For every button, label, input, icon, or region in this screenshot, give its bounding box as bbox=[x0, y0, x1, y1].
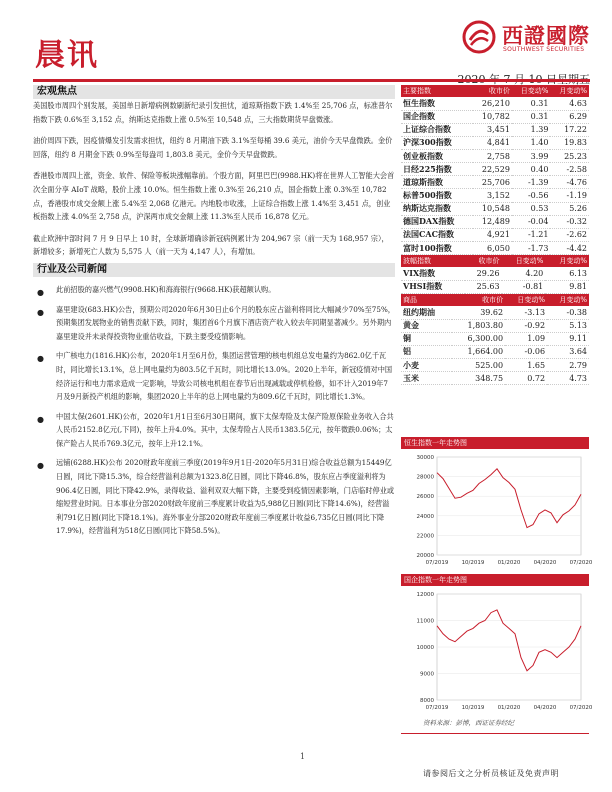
bullet-icon: ● bbox=[37, 461, 44, 471]
cell-value: -1.21 bbox=[512, 228, 551, 241]
y-tick-label: 9000 bbox=[420, 671, 434, 678]
y-tick-label: 22000 bbox=[416, 533, 434, 540]
table-row bbox=[401, 228, 589, 241]
cell-value: 3.99 bbox=[512, 150, 551, 163]
series-line bbox=[437, 469, 581, 528]
cell-value: 2,758 bbox=[473, 150, 512, 163]
cell-value: -2.62 bbox=[550, 228, 589, 241]
table-row bbox=[401, 202, 589, 215]
table-row bbox=[401, 110, 589, 123]
row-label: 玉米 bbox=[401, 372, 452, 385]
table-header-row bbox=[401, 294, 589, 306]
cell-value: 1.65 bbox=[505, 359, 547, 372]
row-label: 创业板指数 bbox=[401, 150, 473, 163]
table-row bbox=[401, 189, 589, 202]
news-text: 远铺(6288.HK)公布 2020财政年度前三季度(2019年9月1日-2020年5月31日)综合收益总额为15449亿日圆，同比下降15.3%，综合经营溢利总额为1323.8亿日圆，同比下降46.8%，股东应占季度溢利将为906.4亿日圆，同比下降42.9%，录得收益、溢利双双大幅下降，主要受到疫情因素影响，门店临时停业或缩短营业时间。日本事业分部2020财政年度前三季度累计收益为5,988亿日圆(同比下降14.6%)，经营溢利791亿日圆(同比下降18.1%)。海外事业分部2020财政年度前三季度累计收益6,735亿日圆(同比下降17.9%)，经营溢利为518亿日圆(同比下降58.5%)。 bbox=[56, 458, 395, 536]
cell-value: 1,664.00 bbox=[452, 345, 505, 358]
commodities-table bbox=[401, 294, 589, 385]
cell-value: -3.13 bbox=[505, 306, 547, 319]
cell-value: 25.23 bbox=[550, 150, 589, 163]
logo-chinese-name: 西證國際 bbox=[502, 23, 590, 48]
y-tick-label: 11000 bbox=[416, 618, 434, 625]
column-header: 月变动% bbox=[547, 294, 589, 306]
row-label: 富时100指数 bbox=[401, 242, 473, 255]
row-label: 小麦 bbox=[401, 359, 452, 372]
table-header-row bbox=[401, 255, 589, 267]
row-label: 日经225指数 bbox=[401, 163, 473, 176]
cell-value: -0.06 bbox=[505, 345, 547, 358]
news-item bbox=[33, 349, 395, 403]
news-text: 嘉里建设(683.HK)公告，预期公司2020年6月30日止6个月的股东应占溢利将同比大幅减少70%至75%，预期集团发展物业的销售贡献下跌，同时，集团首6个月旗下酒店资产收入较去年同期显著减少。另外期内嘉里建设并未录得投资物业重估收益，下跌主要受疫情影响。 bbox=[56, 304, 395, 341]
industry-heading: 行业及公司新闻 bbox=[33, 263, 395, 277]
table-row bbox=[401, 123, 589, 136]
column-header: 收市价 bbox=[465, 255, 502, 267]
table-row bbox=[401, 267, 589, 280]
macro-paragraph: 香港股市周四上涨，资金、软件、保险等板块涨幅靠前。个股方面，阿里巴巴(9988.HK)将在世界人工智能大会首次全面分享 AIoT 战略，股价上涨 10.0%。恒生指数上涨 0.3%至 26,210 点，国企指数上涨 0.3%至 10,782 点，香港股市成交金额上涨 5.4%至 2,068 亿港元。内地股市收涨，上证综合指数上涨 1.4%至 3,451 点，创业板指数上涨 4.0%至 2,758 点，沪深两市成交金额上涨 11.3%至人民币 16,878 亿元。 bbox=[33, 171, 395, 222]
cell-value: -1.39 bbox=[512, 176, 551, 189]
market-data-column bbox=[401, 85, 589, 385]
x-tick-label: 10/2019 bbox=[461, 705, 485, 711]
x-tick-label: 07/2019 bbox=[425, 705, 449, 711]
cell-value: 4,921 bbox=[473, 228, 512, 241]
cell-value: 19.83 bbox=[550, 136, 589, 149]
cell-value: 1.40 bbox=[512, 136, 551, 149]
cell-value: 25.63 bbox=[465, 280, 502, 293]
row-label: VHSI指数 bbox=[401, 280, 465, 293]
table-row bbox=[401, 332, 589, 345]
cell-value: 22,529 bbox=[473, 163, 512, 176]
table-row bbox=[401, 372, 589, 385]
cell-value: 4.73 bbox=[547, 372, 589, 385]
row-label: 道琼斯指数 bbox=[401, 176, 473, 189]
x-tick-label: 10/2019 bbox=[461, 560, 485, 566]
column-header: 收市价 bbox=[473, 85, 512, 97]
news-item bbox=[33, 303, 395, 344]
x-tick-label: 04/2020 bbox=[533, 705, 557, 711]
y-tick-label: 28000 bbox=[416, 474, 434, 481]
table-row bbox=[401, 97, 589, 110]
cell-value: -4.76 bbox=[550, 176, 589, 189]
bullet-icon: ● bbox=[37, 287, 44, 297]
row-label: VIX指数 bbox=[401, 267, 465, 280]
row-label: 标普500指数 bbox=[401, 189, 473, 202]
hsi-chart bbox=[401, 437, 593, 577]
disclaimer: 请参阅后文之分析员核证及免责声明 bbox=[423, 769, 559, 778]
cell-value: 1,803.80 bbox=[452, 319, 505, 332]
macro-section bbox=[33, 99, 395, 259]
column-header: 日变动% bbox=[505, 294, 547, 306]
cell-value: -0.38 bbox=[547, 306, 589, 319]
x-tick-label: 07/2019 bbox=[425, 560, 449, 566]
cell-value: -2.58 bbox=[550, 163, 589, 176]
row-label: 铜 bbox=[401, 332, 452, 345]
column-header: 收市价 bbox=[452, 294, 505, 306]
row-label: 黄金 bbox=[401, 319, 452, 332]
bullet-icon: ● bbox=[37, 354, 44, 364]
cell-value: 12,489 bbox=[473, 215, 512, 228]
cell-value: 0.72 bbox=[505, 372, 547, 385]
indices-table bbox=[401, 85, 589, 255]
table-row bbox=[401, 306, 589, 319]
table-row bbox=[401, 163, 589, 176]
y-tick-label: 24000 bbox=[416, 513, 434, 520]
cell-value: 348.75 bbox=[452, 372, 505, 385]
column-header: 波幅指数 bbox=[401, 255, 465, 267]
news-text: 中国太保(2601.HK)公布，2020年1月1日至6月30日期间，旗下太保寿险及太保产险原保险业务收入合共人民币2152.8亿元(,下同)，按年上升4.0%。其中，太保寿险占人民币1383.5亿元，按年微跌0.06%；太保产险占人民币769.3亿元，按年上升12.1%。 bbox=[56, 411, 394, 448]
news-text: 此前招股的嘉兴燃气(9908.HK)和海海银行(9668.HK)获超额认购。 bbox=[56, 284, 276, 294]
cell-value: -0.81 bbox=[502, 280, 546, 293]
y-tick-label: 30000 bbox=[416, 455, 434, 461]
table-header-row bbox=[401, 85, 589, 97]
row-label: 纳斯达克指数 bbox=[401, 202, 473, 215]
row-label: 铝 bbox=[401, 345, 452, 358]
volatility-body bbox=[401, 267, 589, 293]
x-tick-label: 07/2020 bbox=[569, 705, 593, 711]
source-note: 资料来源：彭博，西证证券经纪 bbox=[423, 719, 514, 727]
hscei-chart bbox=[401, 574, 593, 722]
cell-value: 1.39 bbox=[512, 123, 551, 136]
row-label: 法国CAC指数 bbox=[401, 228, 473, 241]
industry-section bbox=[33, 283, 395, 538]
volatility-table bbox=[401, 255, 589, 294]
cell-value: 4.63 bbox=[550, 97, 589, 110]
y-tick-label: 26000 bbox=[416, 494, 434, 501]
x-tick-label: 01/2020 bbox=[497, 705, 521, 711]
cell-value: 25,706 bbox=[473, 176, 512, 189]
cell-value: 39.62 bbox=[452, 306, 505, 319]
table-row bbox=[401, 319, 589, 332]
cell-value: 6,050 bbox=[473, 242, 512, 255]
news-item bbox=[33, 283, 395, 297]
cell-value: 6,300.00 bbox=[452, 332, 505, 345]
hscei-chart-svg bbox=[401, 586, 593, 718]
cell-value: 0.53 bbox=[512, 202, 551, 215]
cell-value: -0.32 bbox=[550, 215, 589, 228]
cell-value: -4.42 bbox=[550, 242, 589, 255]
report-title: 晨讯 bbox=[35, 38, 99, 73]
column-divider bbox=[401, 733, 589, 734]
y-tick-label: 12000 bbox=[416, 592, 434, 598]
chart-title: 恒生指数一年走势图 bbox=[401, 437, 589, 449]
bullet-icon: ● bbox=[37, 307, 44, 317]
news-item bbox=[33, 410, 395, 451]
cell-value: 3,451 bbox=[473, 123, 512, 136]
table-row bbox=[401, 150, 589, 163]
logo-english-name: SOUTHWEST SECURITIES bbox=[503, 46, 585, 53]
table-row bbox=[401, 359, 589, 372]
cell-value: 3.64 bbox=[547, 345, 589, 358]
header-divider bbox=[33, 79, 590, 82]
table-row bbox=[401, 215, 589, 228]
table-row bbox=[401, 345, 589, 358]
plot-area bbox=[437, 457, 581, 555]
y-tick-label: 20000 bbox=[416, 553, 434, 559]
y-tick-label: 10000 bbox=[416, 645, 434, 651]
cell-value: 4,841 bbox=[473, 136, 512, 149]
cell-value: 10,782 bbox=[473, 110, 512, 123]
table-row bbox=[401, 280, 589, 293]
cell-value: 0.31 bbox=[512, 97, 551, 110]
cell-value: 6.29 bbox=[550, 110, 589, 123]
row-label: 沪深300指数 bbox=[401, 136, 473, 149]
macro-heading: 宏观焦点 bbox=[33, 85, 395, 99]
x-tick-label: 01/2020 bbox=[497, 560, 521, 566]
cell-value: 9.11 bbox=[547, 332, 589, 345]
indices-body bbox=[401, 97, 589, 255]
commodities-body bbox=[401, 306, 589, 385]
row-label: 上证综合指数 bbox=[401, 123, 473, 136]
cell-value: 5.13 bbox=[547, 319, 589, 332]
cell-value: 2.79 bbox=[547, 359, 589, 372]
series-line bbox=[437, 610, 581, 671]
cell-value: -0.56 bbox=[512, 189, 551, 202]
column-header: 商品 bbox=[401, 294, 452, 306]
macro-paragraph: 油价周四下跌，因疫情爆发引发需求担忧，纽约 8 月期油下跌 3.1%至每桶 39.6 美元，油价今天早盘微跌。金价回落，纽约 8 月期金下跌 0.9%至每盎司 1,803.8 美元，金价今天早盘微跌。 bbox=[33, 136, 393, 159]
table-row bbox=[401, 136, 589, 149]
cell-value: -1.19 bbox=[550, 189, 589, 202]
cell-value: -0.92 bbox=[505, 319, 547, 332]
cell-value: -1.73 bbox=[512, 242, 551, 255]
page-number: 1 bbox=[300, 752, 306, 761]
cell-value: 10,548 bbox=[473, 202, 512, 215]
row-label: 恒生指数 bbox=[401, 97, 473, 110]
cell-value: 525.00 bbox=[452, 359, 505, 372]
cell-value: 17.22 bbox=[550, 123, 589, 136]
cell-value: -0.04 bbox=[512, 215, 551, 228]
company-logo bbox=[462, 18, 602, 62]
row-label: 国企指数 bbox=[401, 110, 473, 123]
x-tick-label: 07/2020 bbox=[569, 560, 593, 566]
cell-value: 9.81 bbox=[545, 280, 589, 293]
cell-value: 29.26 bbox=[465, 267, 502, 280]
x-tick-label: 04/2020 bbox=[533, 560, 557, 566]
macro-paragraph: 截止欧洲中部时间 7 月 9 日早上 10 时，全球新增确诊新冠病例累计为 204,967 宗（前一天为 168,957 宗），新增较多；新增死亡人数为 5,575 人（前一天为 4,147 人），有增加。 bbox=[33, 233, 389, 257]
chart-title: 国企指数一年走势图 bbox=[401, 574, 589, 586]
cell-value: 5.26 bbox=[550, 202, 589, 215]
left-column bbox=[33, 99, 395, 538]
cell-value: 4.20 bbox=[502, 267, 546, 280]
column-header: 日变动% bbox=[512, 85, 551, 97]
table-row bbox=[401, 176, 589, 189]
bullet-icon: ● bbox=[37, 414, 44, 424]
cell-value: 1.09 bbox=[505, 332, 547, 345]
table-row bbox=[401, 242, 589, 255]
column-header: 主要指数 bbox=[401, 85, 473, 97]
row-label: 德国DAX指数 bbox=[401, 215, 473, 228]
row-label: 纽约期油 bbox=[401, 306, 452, 319]
hsi-chart-svg bbox=[401, 449, 593, 573]
column-header: 日变动% bbox=[502, 255, 546, 267]
cell-value: 6.13 bbox=[545, 267, 589, 280]
column-header: 月变动% bbox=[545, 255, 589, 267]
column-header: 月变动% bbox=[550, 85, 589, 97]
macro-paragraph: 美国股市周四个别发展，美国单日新增病例数刷新纪录引发担忧，道琼斯指数下跌 1.4%至 25,706 点，标准普尔指数下跌 0.6%至 3,152 点，纳斯达克指数上涨 0.5%至 10,548 点，三大指数期货早盘微涨。 bbox=[33, 101, 393, 124]
cell-value: 0.40 bbox=[512, 163, 551, 176]
cell-value: 0.31 bbox=[512, 110, 551, 123]
y-tick-label: 8000 bbox=[420, 698, 434, 704]
cell-value: 26,210 bbox=[473, 97, 512, 110]
news-text: 中广核电力(1816.HK)公布，2020年1月至6月份，集团运营管理的核电机组总发电量约为862.0亿千瓦时，同比增长13.1%，总上网电量约为803.5亿千瓦时，同比增长13.0%。2020上半年，新冠疫情对中国经济运行和电力需求造成一定影响，导致公司核电机组在春节后出现减载或停机检修，如不计入2019年7月及9月新投产机组的影响，集团2020上半年的总上网电量约为809.6亿千瓦时，同比增长1.3%。 bbox=[56, 351, 393, 402]
logo-mark-icon bbox=[462, 20, 496, 54]
cell-value: 3,152 bbox=[473, 189, 512, 202]
news-item bbox=[33, 456, 395, 538]
